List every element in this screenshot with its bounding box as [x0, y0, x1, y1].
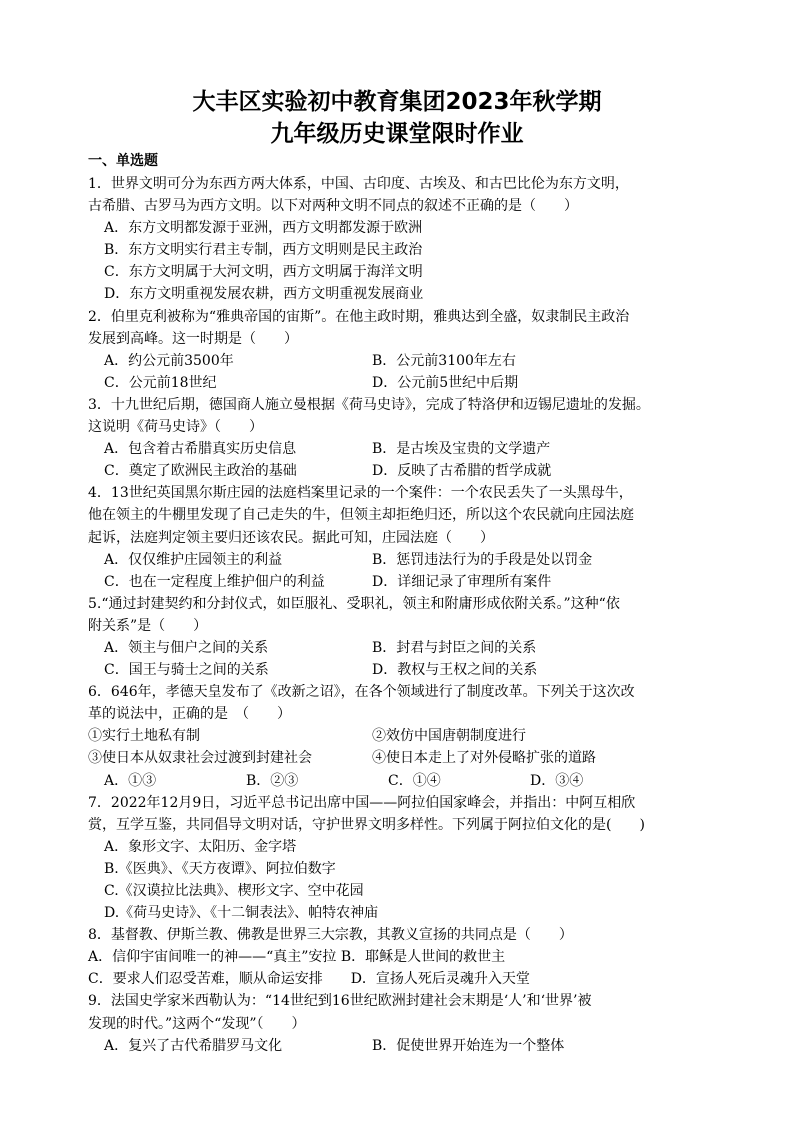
question-7-stem-1: 7．2022年12月9日，习近平总书记出席中国——阿拉伯国家峰会，并指出：中阿互相欣	[88, 794, 636, 811]
question-1-option-c: C．东方文明属于大河文明，西方文明属于海洋文明	[104, 264, 423, 281]
question-7-option-b: B.《医典》、《天方夜谭》、阿拉伯数字	[104, 860, 336, 877]
question-6-statement-2: ②效仿中国唐朝制度进行	[372, 728, 526, 745]
question-6-options-row	[88, 770, 728, 792]
question-6-statement-1: ①实行土地私有制	[88, 728, 200, 745]
question-3-option-c: C．奠定了欧洲民主政治的基础	[104, 463, 297, 480]
question-1-stem-1: 1．世界文明可分为东西方两大体系，中国、古印度、古埃及、和古巴比伦为东方文明，	[88, 176, 629, 192]
question-5-option-b: B．封君与封臣之间的关系	[372, 639, 537, 656]
question-6-statements-row-1	[88, 725, 728, 747]
page-subtitle: 九年级历史课堂限时作业	[270, 121, 524, 147]
question-3-stem-1: 3．十九世纪后期，德国商人施立曼根据《荷马史诗》，完成了特洛伊和迈锡尼遗址的发掘。	[88, 396, 650, 413]
question-7-stem-2: 赏，互学互鉴，共同倡导文明对话，守护世界文明多样性。下列属于阿拉伯文化的是( )	[88, 816, 645, 833]
question-list	[88, 173, 728, 1057]
question-2-option-a: A．约公元前3500年	[104, 352, 234, 369]
question-6-option-b: B．②③	[246, 772, 299, 789]
question-9-stem-1: 9．法国史学家米西勒认为：“14世纪到16世纪欧洲封建社会末期是‘人’和‘世界’被	[88, 993, 592, 1010]
question-7-option-a: A．象形文字、太阳历、金字塔	[104, 838, 297, 855]
question-6-statements-row-2	[88, 747, 728, 769]
question-7-option-d: D.《荷马史诗》、《十二铜表法》、帕特农神庙	[104, 905, 379, 922]
question-6-statement-4: ④使日本走上了对外侵略扩张的道路	[372, 750, 596, 767]
question-3-options-row-2	[88, 460, 728, 482]
question-2-option-d: D．公元前5世纪中后期	[372, 374, 519, 391]
question-7-option-c: C.《汉谟拉比法典》、楔形文字、空中花园	[104, 883, 364, 899]
question-6-stem-2: 革的说法中，正确的是 （ ）	[88, 706, 291, 723]
question-4-option-a: A．仅仅维护庄园领主的利益	[104, 551, 283, 568]
page-title: 大丰区实验初中教育集团2023年秋学期	[192, 89, 602, 115]
question-4-options-row-2	[88, 571, 728, 593]
question-1-option-d: D．东方文明重视发展农耕，西方文明重视发展商业	[104, 286, 424, 303]
question-3-option-b: B．是古埃及宝贵的文学遗产	[372, 441, 551, 458]
section-heading: 一、单选题	[88, 153, 158, 169]
question-2-option-b: B．公元前3100年左右	[372, 352, 516, 369]
question-3-option-d: D．反映了古希腊的哲学成就	[372, 463, 552, 480]
question-6-stem-1: 6．646年，孝德天皇发布了《改新之诏》，在各个领域进行了制度改革。下列关于这次改	[88, 684, 635, 701]
question-2-option-c: C．公元前18世纪	[104, 374, 217, 391]
question-5-option-a: A．领主与佃户之间的关系	[104, 639, 269, 656]
question-5-stem-2: 附关系”是（ ）	[88, 617, 208, 634]
question-1-option-a: A．东方文明都发源于亚洲，西方文明都发源于欧洲	[104, 220, 423, 237]
question-2-options-row-2	[88, 372, 728, 394]
question-3-option-a: A．包含着古希腊真实历史信息	[104, 441, 297, 458]
question-4-stem-3: 起诉，法庭判定领主要归还该农民。据此可知，庄园法庭（ ）	[88, 529, 494, 546]
question-8-stem-1: 8．基督教、伊斯兰教、佛教是世界三大宗教，其教义宣扬的共同点是（ ）	[88, 927, 573, 944]
question-3-options-row-1	[88, 438, 728, 460]
question-6-option-d: D．③④	[530, 772, 584, 789]
question-4-stem-1: 4．13世纪英国黑尔斯庄园的法庭档案里记录的一个案件：一个农民丢失了一头黑母牛，	[88, 485, 633, 502]
question-6-statement-3: ③使日本从奴隶社会过渡到封建社会	[88, 750, 312, 767]
question-1-option-b: B．东方文明实行君主专制，西方文明则是民主政治	[104, 242, 423, 259]
question-9-option-a: A．复兴了古代希腊罗马文化	[104, 1037, 283, 1054]
question-5-option-d: D．教权与王权之间的关系	[372, 662, 538, 679]
question-4-option-b: B．惩罚违法行为的手段是处以罚金	[372, 551, 593, 568]
question-3-stem-2: 这说明《荷马史诗》（ ）	[88, 419, 263, 436]
question-5-options-row-2	[88, 659, 728, 681]
question-8-options-ab: A．信仰宇宙间唯一的神——“真主”安拉 B．耶稣是人世间的救世主	[88, 949, 506, 966]
question-5-option-c: C．国王与骑士之间的关系	[104, 662, 269, 679]
question-9-option-b: B．促使世界开始连为一个整体	[372, 1037, 565, 1054]
question-5-options-row-1	[88, 637, 728, 659]
question-8-options-cd: C．要求人们忍受苦难，顺从命运安排 D．宣扬人死后灵魂升入天堂	[88, 971, 530, 988]
question-9-stem-2: 发现的时代。”这两个“发现”（ ）	[88, 1015, 306, 1032]
question-4-stem-2: 他在领主的牛棚里发现了自己走失的牛，但领主却拒绝归还，所以这个农民就向庄园法庭	[88, 507, 634, 524]
question-2-options-row-1	[88, 350, 728, 372]
question-9-options-row-1	[88, 1035, 728, 1057]
question-6-option-a: A．①③	[104, 772, 157, 789]
question-1-stem-2: 古希腊、古罗马为西方文明。以下对两种文明不同点的叙述不正确的是（ ）	[88, 198, 578, 215]
question-2-stem-1: 2．伯里克利被称为“雅典帝国的宙斯”。在他主政时期，雅典达到全盛，奴隶制民主政治	[88, 308, 630, 325]
question-4-option-d: D．详细记录了审理所有案件	[372, 573, 552, 590]
question-6-option-c: C．①④	[388, 772, 441, 789]
question-5-stem-1: 5.“通过封建契约和分封仪式，如臣服礼、受职礼，领主和附庸形成依附关系。”这种“依	[88, 595, 620, 612]
question-4-options-row-1	[88, 549, 728, 571]
question-2-stem-2: 发展到高峰。这一时期是（ ）	[88, 330, 298, 347]
question-4-option-c: C．也在一定程度上维护佃户的利益	[104, 573, 325, 590]
